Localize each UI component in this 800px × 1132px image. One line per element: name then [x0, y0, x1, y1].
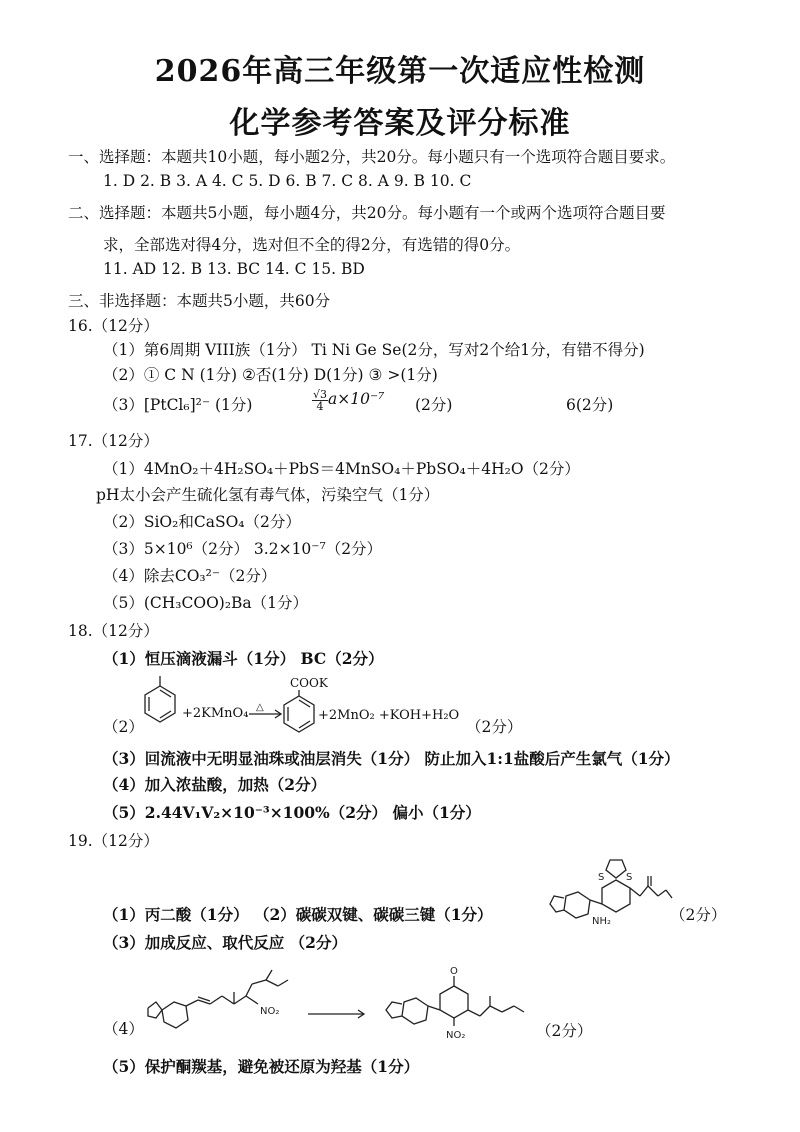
q19-part1-2: （1）丙二酸（1分） （2）碳碳双键、碳碳三键（1分） — [103, 905, 493, 924]
cook-label: COOK — [290, 676, 328, 690]
q16-expression-rest: a×10⁻⁷ — [328, 390, 385, 408]
section-2-heading-line2: 求，全部选对得4分，选对但不全的得2分，有选错的得0分。 — [103, 236, 521, 254]
q19-part4-score: （2分） — [536, 1022, 593, 1040]
q17-part1-note: pH太小会产生硫化氢有毒气体，污染空气（1分） — [96, 486, 440, 504]
nitro-label-product: NO₂ — [446, 1030, 466, 1041]
q18-part2-score: （2分） — [466, 718, 523, 736]
amine-label: NH₂ — [592, 916, 612, 927]
q16-fraction-denominator: 4 — [316, 399, 324, 413]
q16-part3-expression — [312, 388, 384, 412]
q18-part2-label: （2） — [103, 718, 144, 736]
toluene-structure — [140, 676, 180, 730]
q17-heading: 17.（12分） — [68, 432, 159, 450]
q19-heading: 19.（12分） — [68, 832, 159, 850]
q19-part3: （3）加成反应、取代反应 （2分） — [103, 933, 347, 952]
q18-products: +2MnO₂ +KOH+H₂O — [318, 708, 460, 723]
q16-part3c: 6(2分) — [566, 396, 614, 414]
q19-part4-label: （4） — [103, 1020, 144, 1038]
benzoate-structure — [279, 690, 319, 736]
q17-part4: （4）除去CO₃²⁻（2分） — [103, 567, 277, 585]
section-3-heading: 三、非选择题：本题共5小题，共60分 — [68, 292, 331, 310]
q18-part5: （5）2.44V₁V₂×10⁻³×100%（2分） 偏小（1分） — [103, 803, 481, 822]
q16-heading: 16.（12分） — [68, 317, 159, 335]
section-1-answers: 1. D 2. B 3. A 4. C 5. D 6. B 7. C 8. A 9. B 10. C — [103, 172, 472, 190]
document-subtitle: 化学参考答案及评分标准 — [229, 106, 571, 141]
q16-part1: （1）第6周期 VIII族（1分） Ti Ni Ge Se(2分，写对2个给1分，有错不得分) — [103, 341, 645, 359]
section-2-answers: 11. AD 12. B 13. BC 14. C 15. BD — [103, 260, 365, 278]
dithiolane-amine-structure — [542, 856, 672, 928]
q18-part4: （4）加入浓盐酸，加热（2分） — [103, 775, 327, 794]
ketone-oxygen-label: O — [450, 966, 458, 977]
document-title: 2026年高三年级第一次适应性检测 — [154, 54, 646, 89]
q19-reactant-structure — [142, 966, 322, 1036]
q18-reagent: +2KMnO₄ — [182, 706, 249, 721]
q16-fraction-numerator: √3 — [313, 387, 328, 401]
q19-product-structure — [380, 964, 540, 1040]
q18-heading: 18.（12分） — [68, 622, 159, 640]
q16-part3a: （3）[PtCl₆]²⁻ (1分) — [103, 396, 253, 414]
q17-part5: （5）(CH₃COO)₂Ba（1分） — [103, 594, 309, 612]
sulfur-right: S — [626, 872, 633, 883]
q17-part3: （3）5×10⁶（2分） 3.2×10⁻⁷（2分） — [103, 540, 383, 558]
q19-reaction-arrow — [306, 1006, 370, 1022]
q16-fraction — [312, 389, 328, 412]
q18-part3: （3）回流液中无明显油珠或油层消失（1分） 防止加入1:1盐酸后产生氯气（1分） — [103, 749, 680, 768]
q17-part2: （2）SiO₂和CaSO₄（2分） — [103, 513, 301, 531]
nitro-label-reactant: NO₂ — [260, 1006, 280, 1017]
q16-part2: （2）① C N (1分) ②否(1分) D(1分) ③ >(1分) — [103, 366, 438, 384]
section-2-heading-line1: 二、选择题：本题共5小题，每小题4分，共20分。每小题有一个或两个选项符合题目要 — [68, 204, 666, 222]
sulfur-left: S — [598, 872, 605, 883]
q16-part3b: (2分) — [415, 396, 453, 414]
q19-part5: （5）保护酮羰基，避免被还原为羟基（1分） — [103, 1057, 420, 1076]
heat-symbol: △ — [256, 702, 264, 713]
section-1-heading: 一、选择题：本题共10小题，每小题2分，共20分。每小题只有一个选项符合题目要求。 — [68, 148, 676, 166]
q17-part1: （1）4MnO₂＋4H₂SO₄＋PbS＝4MnSO₄＋PbSO₄＋4H₂O（2分） — [103, 460, 580, 478]
q18-part1: （1）恒压滴液漏斗（1分） BC（2分） — [103, 649, 384, 668]
q19-part1-2-score: （2分） — [670, 906, 727, 924]
